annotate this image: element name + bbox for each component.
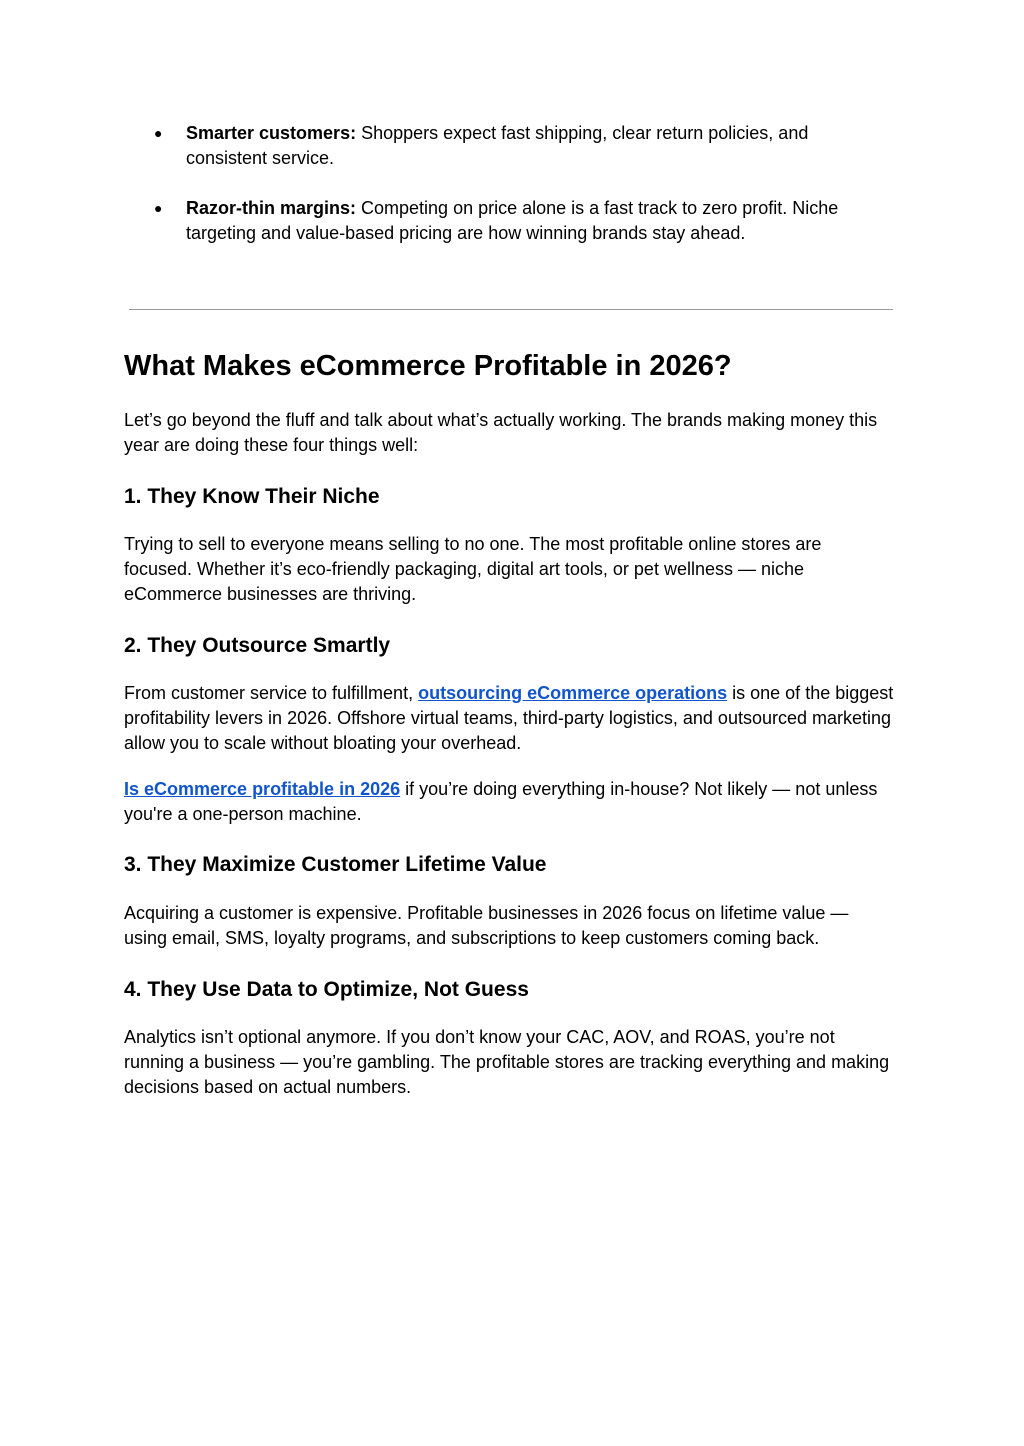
item-2-para2-block	[124, 777, 894, 827]
item-body	[124, 681, 894, 756]
section-intro-block	[124, 408, 894, 458]
item-body-text: From customer service to fulfillment,	[124, 683, 419, 703]
item-heading: 2. They Outsource Smartly	[124, 634, 391, 657]
bullet-label: Smarter customers:	[186, 123, 357, 143]
item-heading: 3. They Maximize Customer Lifetime Value	[124, 853, 547, 876]
item-3-body-block	[124, 901, 894, 951]
bullet-label: Razor-thin margins:	[186, 198, 357, 218]
is-ecommerce-profitable-link[interactable]: Is eCommerce profitable in 2026	[124, 779, 401, 799]
item-4-block	[124, 976, 894, 1004]
item-4-body-block	[124, 1025, 894, 1100]
bullet-text: Competing on price alone is a fast track to zero profit. Niche targeting and value-based pricing are how winning brands stay ahead.	[186, 198, 839, 243]
bullet-list	[154, 121, 864, 271]
item-body: Trying to sell to everyone means selling to no one. The most profitable online stores are focused. Whether it’s eco-friendly packaging, digital art tools, or pet wellness — niche eCommerce businesses are thriving.	[124, 534, 822, 604]
section-title: What Makes eCommerce Profitable in 2026?	[124, 350, 732, 382]
item-3-block	[124, 851, 894, 879]
item-body: Acquiring a customer is expensive. Profitable businesses in 2026 focus on lifetime value — using email, SMS, loyalty programs, and subscriptions to keep customers coming back.	[124, 903, 849, 948]
horizontal-divider	[129, 309, 893, 310]
item-body-text: if you’re doing everything in-house? Not likely — not unless you're a one-person machine.	[124, 779, 878, 824]
list-item	[154, 196, 864, 246]
item-heading: 4. They Use Data to Optimize, Not Guess	[124, 978, 529, 1001]
item-2-body-block	[124, 681, 894, 756]
item-1-block	[124, 483, 894, 511]
section-intro: Let’s go beyond the fluff and talk about what’s actually working. The brands making money this year are doing these four things well:	[124, 410, 878, 455]
item-body-text: is one of the biggest profitability levers in 2026. Offshore virtual teams, third-party logistics, and outsourced marketing allow you to scale without bloating your overhead.	[124, 683, 894, 753]
outsourcing-operations-link[interactable]: outsourcing eCommerce operations	[418, 683, 728, 703]
item-heading: 1. They Know Their Niche	[124, 485, 380, 508]
list-item	[154, 121, 864, 171]
bullet-icon: ●	[154, 125, 163, 141]
item-1-body-block	[124, 532, 894, 607]
item-body: Analytics isn’t optional anymore. If you don’t know your CAC, AOV, and ROAS, you’re not running a business — you’re gambling. The profitable stores are tracking everything and making decisions based on actual numbers.	[124, 1027, 890, 1097]
bullet-icon: ●	[154, 200, 163, 216]
item-2-block	[124, 632, 894, 660]
bullet-text: Shoppers expect fast shipping, clear return policies, and consistent service.	[186, 123, 809, 168]
item-body	[124, 777, 894, 827]
